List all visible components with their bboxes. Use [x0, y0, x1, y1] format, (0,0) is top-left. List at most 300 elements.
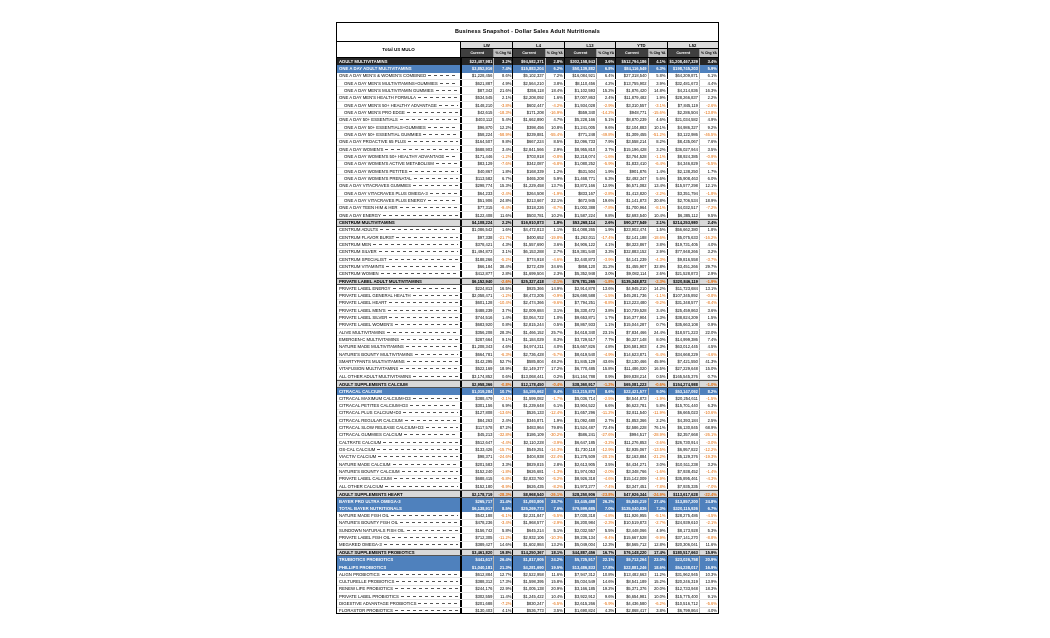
current-dollar-value: $20,254,611	[667, 395, 699, 401]
current-dollar-value: $2,009,684	[512, 307, 544, 313]
pct-change-value: 27.4%	[648, 498, 667, 505]
current-dollar-value: $1,845,129	[564, 358, 596, 364]
pct-change-value: -0.8%	[493, 381, 512, 386]
current-dollar-value: $6,330,472	[564, 307, 596, 313]
pct-change-value: 8.2%	[648, 139, 667, 145]
pct-change-value: -4.6%	[545, 256, 564, 262]
current-dollar-value: $512,647	[461, 439, 493, 445]
pct-change-value: -20.1%	[596, 454, 615, 460]
data-row	[337, 139, 718, 146]
data-row	[337, 322, 718, 329]
data-row	[337, 175, 718, 182]
pct-change-value: 3.2%	[648, 146, 667, 152]
pct-change-value: -58.9%	[493, 131, 512, 137]
pct-change-value: -12.2%	[699, 446, 718, 452]
current-dollar-value: $5,371,376	[615, 586, 647, 592]
pct-change-value: -1.5%	[596, 293, 615, 299]
row-label: ONE A DAY MEN'S PRO EDGE	[337, 109, 461, 115]
pct-change-value: 9.1%	[493, 336, 512, 342]
pct-change-value: -1.6%	[596, 153, 615, 159]
row-label: CULTURELLE PROBIOTICS	[337, 578, 461, 584]
pct-change-value: 12.8%	[648, 542, 667, 548]
pct-change-value: 2.9%	[699, 271, 718, 277]
row-label: NATURE'S BOUNTY MULTIVITAMINS	[337, 351, 461, 357]
dash-leader	[373, 244, 458, 245]
data-row	[337, 153, 718, 160]
row-label: PRIVATE LABEL WOMEN'S	[337, 322, 461, 328]
current-dollar-value: $389,427	[461, 542, 493, 548]
pct-change-value: 38.4%	[493, 263, 512, 269]
brand-total-row	[337, 65, 718, 72]
current-dollar-value: $148,210	[461, 102, 493, 108]
pct-change-value: -4.5%	[699, 512, 718, 518]
data-row	[337, 410, 718, 417]
current-dollar-value: $2,935,067	[615, 446, 647, 452]
current-dollar-value: $22,421,577	[615, 388, 647, 395]
section-header-row	[337, 219, 718, 226]
current-dollar-value: $4,214,836	[667, 87, 699, 93]
pct-change-value: -2.3%	[596, 520, 615, 526]
data-row	[337, 512, 718, 519]
current-dollar-value: $8,541,189	[615, 578, 647, 584]
current-dollar-value: $1,208,343	[461, 344, 493, 350]
current-dollar-value: $356,208	[461, 329, 493, 335]
current-dollar-value: $287,664	[461, 336, 493, 342]
pct-change-value: 13.9%	[699, 578, 718, 584]
pct-change-value: 4.9%	[493, 80, 512, 86]
pct-change-value: 1.5%	[648, 227, 667, 233]
pct-change-value: 10.0%	[648, 593, 667, 599]
current-dollar-value: $5,725,917	[564, 556, 596, 563]
pct-change-value: -6.5%	[545, 600, 564, 606]
dash-leader	[396, 237, 458, 238]
current-dollar-value: $6,957,822	[667, 446, 699, 452]
data-row	[337, 168, 718, 175]
pct-change-value: -32.8%	[493, 432, 512, 438]
pct-change-value: 20.9%	[699, 556, 718, 563]
pct-change-value: 10.8%	[545, 124, 564, 130]
pct-change-value: -18.6%	[648, 234, 667, 240]
row-label: ALIVE MULTIVITAMINS	[337, 329, 461, 335]
data-row	[337, 73, 718, 80]
pct-change-value: 2.7%	[596, 417, 615, 423]
current-dollar-value: $2,492,347	[615, 175, 647, 181]
pct-change-value: 20.8%	[648, 197, 667, 203]
pct-change-value: 3.8%	[545, 80, 564, 86]
pct-change-value: 9.6%	[596, 124, 615, 130]
pct-change-value: -2.2%	[648, 190, 667, 196]
current-dollar-value: $152,240	[461, 468, 493, 474]
pct-change-value: 8.0%	[648, 336, 667, 342]
brand-total-row	[337, 388, 718, 395]
pct-change-value: -16.9%	[545, 109, 564, 115]
current-dollar-value: $2,841,566	[512, 146, 544, 152]
brand-total-row	[337, 564, 718, 571]
current-dollar-value: $688,903	[461, 146, 493, 152]
pct-change-value: 24.8%	[699, 498, 718, 505]
pct-change-value: 8.5%	[545, 139, 564, 145]
dash-leader	[400, 119, 458, 120]
current-dollar-value: $10,739,528	[615, 307, 647, 313]
pct-change-value: 2.1%	[648, 220, 667, 225]
current-dollar-value: $1,275,509	[564, 454, 596, 460]
current-dollar-value: $712,305	[461, 534, 493, 540]
current-header-cell: Current	[564, 49, 596, 57]
pct-change-value: 3.8%	[648, 241, 667, 247]
pct-change-value: 7.3%	[648, 505, 667, 512]
pct-change-value: 2.4%	[596, 95, 615, 101]
subcolumn-labels-row	[461, 49, 718, 57]
current-dollar-value: $45,281,736	[615, 293, 647, 299]
current-dollar-value: $25,269,773	[512, 505, 544, 512]
current-dollar-value: $9,713,264	[615, 556, 647, 563]
pct-change-value: 2.6%	[596, 220, 615, 225]
pct-change-value: -15.6%	[648, 109, 667, 115]
current-dollar-value: $64,209,871	[667, 73, 699, 79]
pct-change-value: -23.8%	[596, 491, 615, 496]
pct-change-value: -2.9%	[596, 102, 615, 108]
current-dollar-value: $645,214	[512, 527, 544, 533]
pct-change-value: -19.3%	[699, 454, 718, 460]
pct-change-value: 52.7%	[493, 358, 512, 364]
current-dollar-value: $201,688	[461, 600, 493, 606]
data-row	[337, 351, 718, 358]
current-dollar-value: $1,690,824	[564, 608, 596, 614]
pct-change-value: -30.2%	[545, 432, 564, 438]
current-dollar-value: $1,019,284	[461, 388, 493, 395]
pct-change-value: 7.4%	[699, 336, 718, 342]
current-dollar-value: $1,973,277	[564, 483, 596, 489]
pct-change-value: 5.9%	[545, 175, 564, 181]
period-label-cell: YTD	[615, 42, 666, 49]
current-dollar-value: $13,068,441	[512, 373, 544, 379]
data-row	[337, 366, 718, 373]
current-dollar-value: $6,152,940	[461, 279, 493, 284]
current-dollar-value: $5,102,337	[512, 73, 544, 79]
pct-change-value: 17.2%	[545, 366, 564, 372]
current-dollar-value: $15,667,826	[564, 344, 596, 350]
data-row	[337, 124, 718, 131]
pct-change-value: -3.1%	[648, 102, 667, 108]
current-dollar-value: $13,215,870	[564, 388, 596, 395]
row-label: CENTRUM MULTIVITAMINS	[337, 220, 461, 225]
pct-change-value: 12.9%	[596, 183, 615, 189]
dash-leader	[413, 376, 458, 377]
pct-change-value: -5.8%	[493, 476, 512, 482]
row-label: ONE A DAY MEN'S MULTIVITAMINS+GUMMIES	[337, 80, 461, 86]
pct-change-value: 14.9%	[545, 285, 564, 291]
current-dollar-value: $37,141,270	[667, 534, 699, 540]
pct-change-value: 15.9%	[699, 550, 718, 555]
dash-leader	[413, 185, 458, 186]
category-total-row	[337, 58, 718, 65]
pct-change-value: -8.4%	[699, 300, 718, 306]
pct-change-value: -27.6%	[596, 432, 615, 438]
current-dollar-value: $198,745,203	[667, 65, 699, 72]
current-dollar-value: $6,327,148	[615, 336, 647, 342]
current-dollar-value: $58,224	[461, 131, 493, 137]
pct-change-value: 13.6%	[596, 285, 615, 291]
current-dollar-value: $342,087	[512, 161, 544, 167]
current-dollar-value: $66,184	[461, 263, 493, 269]
current-header-cell: Current	[461, 49, 493, 57]
data-row	[337, 608, 718, 614]
current-header-cell: Current	[615, 49, 647, 57]
pct-change-value: 7.0%	[596, 505, 615, 512]
dash-leader	[393, 464, 459, 465]
data-row	[337, 417, 718, 424]
current-dollar-value: $27,229,648	[667, 366, 699, 372]
current-dollar-value: $53,147,092	[667, 388, 699, 395]
pct-change-value: 26.2%	[596, 498, 615, 505]
row-label: ONE A DAY PROACTIVE 65 PLUS	[337, 139, 461, 145]
current-dollar-value: $98,371	[461, 454, 493, 460]
dash-leader	[383, 442, 458, 443]
current-dollar-value: $2,564,210	[512, 80, 544, 86]
row-label: ONE A DAY VITACRAVES GUMMIES	[337, 183, 461, 189]
current-dollar-value: $15,701,440	[667, 402, 699, 408]
dash-leader	[379, 251, 458, 252]
pct-change-value: -6.8%	[545, 161, 564, 167]
dash-leader	[415, 354, 458, 355]
row-label: SUNDOWN NATURALS FISH OIL	[337, 527, 461, 533]
current-dollar-value: $2,706,534	[667, 197, 699, 203]
pct-change-value: 9.1%	[699, 593, 718, 599]
current-dollar-value: $23,902,474	[615, 227, 647, 233]
current-dollar-value: $127,808	[461, 410, 493, 416]
data-row	[337, 227, 718, 234]
row-label: CITRACAL GUMMIES CALCIUM	[337, 432, 461, 438]
pct-change-value: 6.2%	[545, 65, 564, 72]
current-dollar-value: $133,426	[461, 446, 493, 452]
dash-leader	[391, 515, 458, 516]
row-label: ALL OTHER CALCIUM	[337, 483, 461, 489]
row-label: CENTRUM FLAVOR BURST	[337, 234, 461, 240]
current-dollar-value: $3,461,820	[461, 550, 493, 555]
current-dollar-value: $135,040,836	[615, 505, 647, 512]
pct-change-value: -5.5%	[545, 512, 564, 518]
pct-change-value: -1.8%	[596, 279, 615, 284]
pct-change-value: 1.0%	[545, 314, 564, 320]
current-dollar-value: $1,466,152	[512, 329, 544, 335]
pct-change-value: 1.6%	[545, 95, 564, 101]
pct-change-value: 2.6%	[648, 271, 667, 277]
current-dollar-value: $3,558,214	[615, 139, 647, 145]
current-header-cell: Current	[512, 49, 544, 57]
current-dollar-value: $2,231,847	[512, 512, 544, 518]
current-dollar-value: $8,619,540	[564, 351, 596, 357]
row-label: PRIVATE LABEL ADULT MULTIVITAMINS	[337, 279, 461, 284]
current-dollar-value: $142,295	[461, 358, 493, 364]
current-dollar-value: $28,250,906	[564, 491, 596, 496]
current-dollar-value: $44,887,456	[564, 550, 596, 555]
pct-chg-header-cell: % Chg YA	[699, 49, 718, 57]
pct-change-value: -6.1%	[493, 512, 512, 518]
current-dollar-value: $3,764,528	[615, 153, 647, 159]
dash-leader	[394, 478, 458, 479]
dash-leader	[380, 229, 458, 230]
period-label-cell: L13	[564, 42, 615, 49]
pct-change-value: -3.9%	[545, 439, 564, 445]
pct-change-value: 68.9%	[699, 424, 718, 430]
pct-change-value: 1.9%	[596, 168, 615, 174]
current-dollar-value: $107,345,892	[667, 293, 699, 299]
pct-change-value: -5.9%	[596, 600, 615, 606]
current-dollar-value: $14,623,871	[615, 351, 647, 357]
current-dollar-value: $113,582	[461, 175, 493, 181]
row-label: PRIVATE LABEL MEN'S	[337, 307, 461, 313]
pct-change-value: 2.8%	[493, 271, 512, 277]
current-dollar-value: $6,130,845	[667, 424, 699, 430]
current-dollar-value: $1,245,422	[512, 593, 544, 599]
dash-leader	[400, 368, 458, 369]
pct-change-value: -9.6%	[545, 300, 564, 306]
pct-change-value: 7.7%	[596, 336, 615, 342]
pct-change-value: -1.6%	[648, 468, 667, 474]
current-dollar-value: $20,246,319	[667, 578, 699, 584]
pct-change-value: 23.0%	[648, 556, 667, 563]
section-header-row	[337, 490, 718, 497]
period-header-group	[461, 42, 718, 57]
current-dollar-value: $14,999,386	[667, 336, 699, 342]
current-dollar-value: $2,096,733	[564, 139, 596, 145]
current-dollar-value: $8,323,867	[615, 241, 647, 247]
pct-change-value: -24.6%	[493, 454, 512, 460]
dash-leader	[384, 544, 458, 545]
current-dollar-value: $833,167	[564, 190, 596, 196]
current-dollar-value: $1,102,593	[564, 87, 596, 93]
current-dollar-value: $25,327,418	[512, 279, 544, 284]
data-row	[337, 520, 718, 527]
current-dollar-value: $483,964	[512, 424, 544, 430]
pct-change-value: 2.9%	[545, 146, 564, 152]
pct-change-value: -1.5%	[699, 395, 718, 401]
pct-change-value: -1.9%	[648, 395, 667, 401]
current-dollar-value: $5,036,714	[564, 395, 596, 401]
current-dollar-value: $38,824,209	[667, 314, 699, 320]
current-dollar-value: $1,599,082	[512, 395, 544, 401]
data-row	[337, 212, 718, 219]
pct-change-value: -2.7%	[648, 520, 667, 526]
dash-leader	[392, 537, 458, 538]
pct-change-value: 9.6%	[596, 593, 615, 599]
data-row	[337, 336, 718, 343]
pct-change-value: -3.6%	[648, 439, 667, 445]
row-label: PRIVATE LABEL SILVER	[337, 314, 461, 320]
row-label: CALTRATE CALCIUM	[337, 439, 461, 445]
pct-change-value: 1.7%	[596, 314, 615, 320]
pct-change-value: -10.6%	[699, 410, 718, 416]
pct-change-value: 2.4%	[493, 417, 512, 423]
pct-change-value: 3.8%	[596, 307, 615, 313]
pct-change-value: 7.2%	[545, 73, 564, 79]
pct-change-value: -19.8%	[545, 234, 564, 240]
pct-change-value: 8.6%	[493, 73, 512, 79]
current-dollar-value: $117,578	[461, 424, 493, 430]
pct-change-value: 14.8%	[648, 87, 667, 93]
current-dollar-value: $542,188	[461, 512, 493, 518]
current-dollar-value: $77,315	[461, 205, 493, 211]
pct-change-value: 17.4%	[648, 550, 667, 555]
pct-change-value: -3.7%	[699, 256, 718, 262]
current-dollar-value: $2,833,760	[512, 476, 544, 482]
current-dollar-value: $5,075,633	[667, 234, 699, 240]
current-dollar-value: $1,468,771	[564, 175, 596, 181]
dash-leader	[377, 449, 458, 450]
pct-change-value: 2.4%	[699, 220, 718, 225]
current-dollar-value: $3,347,451	[615, 483, 647, 489]
pct-change-value: -8.9%	[493, 483, 512, 489]
pct-change-value: -7.4%	[596, 483, 615, 489]
data-row	[337, 432, 718, 439]
current-dollar-value: $6,647,185	[564, 439, 596, 445]
dash-leader	[418, 603, 458, 604]
current-dollar-value: $503,781	[512, 212, 544, 218]
pct-change-value: 17.3%	[493, 578, 512, 584]
pct-change-value: 4.9%	[699, 117, 718, 123]
current-dollar-value: $1,662,890	[512, 117, 544, 123]
pct-change-value: 72.4%	[596, 424, 615, 430]
pct-change-value: -5.2%	[545, 476, 564, 482]
pct-change-value: -2.1%	[545, 279, 564, 284]
pct-change-value: 3.4%	[648, 307, 667, 313]
current-dollar-value: $5,049,004	[564, 542, 596, 548]
current-dollar-value: $4,436,580	[615, 600, 647, 606]
current-dollar-value: $621,887	[461, 80, 493, 86]
pct-change-value: -1.4%	[699, 468, 718, 474]
current-dollar-value: $36,027,944	[667, 146, 699, 152]
current-dollar-value: $1,587,224	[564, 212, 596, 218]
pct-change-value: 76.1%	[648, 424, 667, 430]
current-dollar-value: $1,208,467,329	[667, 58, 699, 65]
current-dollar-value: $2,811,540	[615, 410, 647, 416]
pct-change-value: -4.3%	[699, 476, 718, 482]
current-dollar-value: $64,233	[461, 190, 493, 196]
current-dollar-value: $465,208	[512, 175, 544, 181]
pct-change-value: 5.1%	[545, 527, 564, 533]
dash-leader	[389, 302, 458, 303]
current-dollar-value: $1,228,456	[461, 73, 493, 79]
current-dollar-value: $549,251	[512, 446, 544, 452]
pct-change-value: -9.4%	[493, 205, 512, 211]
row-label: SMARTYPANTS MULTIVITAMINS	[337, 358, 461, 364]
data-row	[337, 468, 718, 475]
row-label: ADULT SUPPLEMENTS HEART	[337, 491, 461, 496]
pct-change-value: 5.4%	[493, 117, 512, 123]
pct-change-value: 12.7%	[493, 571, 512, 577]
pct-change-value: 3.6%	[596, 58, 615, 65]
pct-change-value: 11.6%	[493, 212, 512, 218]
current-dollar-value: $3,872,166	[564, 183, 596, 189]
pct-change-value: 5.1%	[596, 117, 615, 123]
current-dollar-value: $113,617,628	[667, 491, 699, 496]
dash-leader	[409, 171, 458, 172]
dash-leader	[393, 288, 459, 289]
current-dollar-value: $6,799,864	[667, 608, 699, 614]
pct-change-value: 6.3%	[699, 402, 718, 408]
pct-change-value: 18.9%	[493, 366, 512, 372]
current-dollar-value: $94,582,371	[512, 58, 544, 65]
pct-change-value: 14.6%	[493, 542, 512, 548]
pct-change-value: 87.2%	[493, 424, 512, 430]
pct-change-value: -2.1%	[493, 395, 512, 401]
pct-chg-header-cell: % Chg YA	[648, 49, 667, 57]
pct-change-value: -0.4%	[545, 381, 564, 386]
pct-change-value: 6.3%	[648, 65, 667, 72]
data-row	[337, 593, 718, 600]
data-row	[337, 424, 718, 431]
current-dollar-value: $1,817,905	[512, 556, 544, 563]
